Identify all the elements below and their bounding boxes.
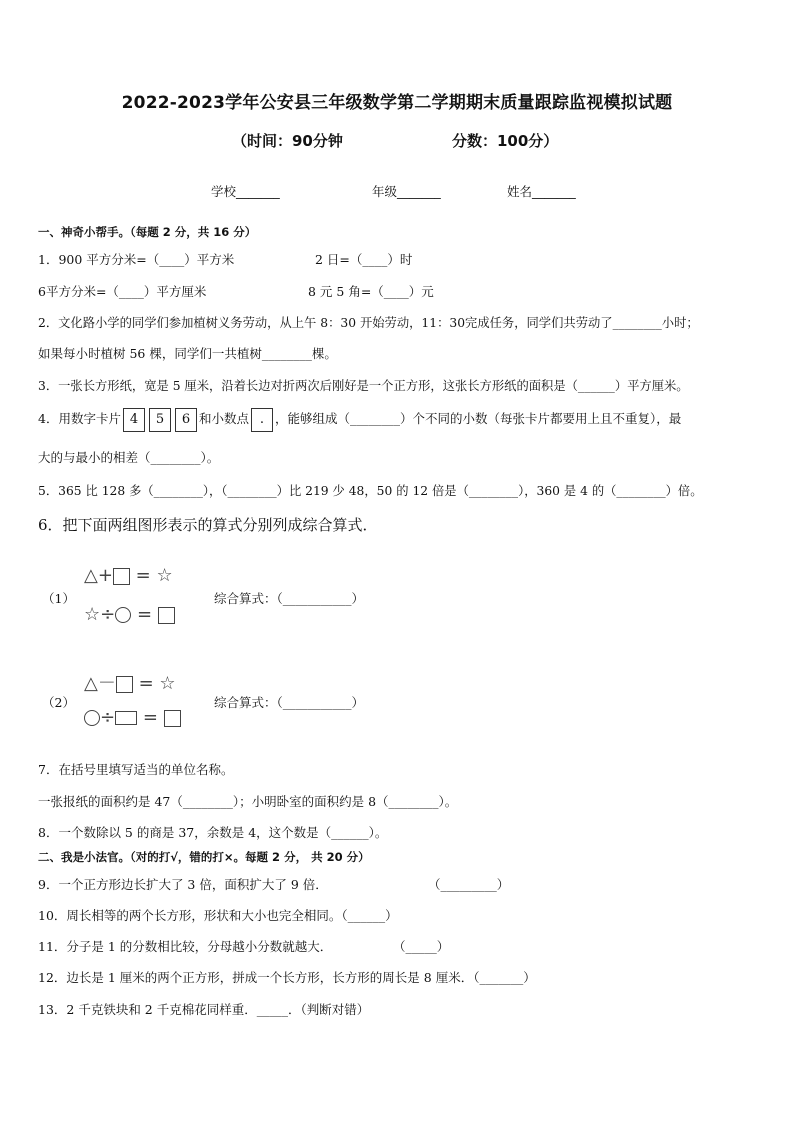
digit-card-6: 6 [175, 408, 197, 432]
circle-icon [115, 607, 131, 623]
digit-card-5: 5 [149, 408, 171, 432]
question-4-mid: 和小数点 [198, 411, 249, 426]
question-3: 3．一张长方形纸，宽是 5 厘米，沿着长边对折两次后刚好是一个正方形，这张长方形纸的面积是（______）平方厘米。 [38, 379, 689, 393]
q6-part1-formula: 综合算式：（___________） [214, 591, 365, 606]
question-2-line2: 如果每小时植树 56 棵，同学们一共植树________棵。 [38, 346, 337, 361]
question-12: 12．边长是 1 厘米的两个正方形，拼成一个长方形，长方形的周长是 8 厘米．（_______） [38, 970, 536, 985]
decimal-point-card: . [251, 408, 273, 432]
equals-sign: = [136, 604, 153, 625]
divide-sign: ÷ [100, 707, 116, 728]
square-icon [164, 710, 181, 727]
question-4-line2: 大的与最小的相差（________）。 [38, 450, 220, 465]
exam-score: 分数：100分） [452, 132, 559, 150]
school-field: 学校_______ [211, 184, 280, 199]
grade-field: 年级_______ [372, 184, 441, 199]
question-10: 10．周长相等的两个长方形，形状和大小也完全相同。（______） [38, 908, 398, 923]
square-icon [113, 568, 130, 585]
equals-sign: = [142, 707, 158, 728]
minus-sign: － [97, 673, 116, 694]
star-icon: ☆ [156, 565, 173, 586]
plus-sign: + [97, 565, 113, 586]
triangle-icon: △ [84, 673, 98, 694]
name-field: 姓名_______ [507, 184, 576, 199]
q6-part2-equation2 [84, 707, 181, 728]
section-2-heading: 二、我是小法官。（对的打√，错的打×。每题 2 分， 共 20 分） [38, 850, 370, 864]
question-4-suffix: ，能够组成（________）个不同的小数（每张卡片都要用上且不重复），最 [274, 411, 682, 426]
q6-part1-label: （1） [42, 591, 75, 606]
divide-sign: ÷ [100, 604, 116, 625]
question-11-answer: （_____） [393, 939, 450, 954]
question-1b: 2 日=（____）时 [315, 252, 413, 267]
question-11: 11．分子是 1 的分数相比较，分母越小分数就越大． [38, 939, 333, 954]
equals-sign: = [138, 673, 154, 694]
question-2-line1: 2．文化路小学的同学们参加植树义务劳动，从上午 8：30 开始劳动，11：30完成任务，同学们共劳动了________小时； [38, 316, 699, 330]
question-1a: 1．900 平方分米=（____）平方米 [38, 252, 235, 267]
circle-icon [84, 710, 100, 726]
q6-part1-equation2 [84, 604, 175, 625]
star-icon: ☆ [159, 673, 176, 694]
question-7-body: 一张报纸的面积约是 47（________）；小明卧室的面积约是 8（________）。 [38, 794, 458, 809]
square-icon [116, 676, 133, 693]
question-13: 13．2 千克铁块和 2 千克棉花同样重．_____．（判断对错） [38, 1002, 370, 1017]
section-1-heading: 一、神奇小帮手。（每题 2 分，共 16 分） [38, 225, 257, 239]
page-title: 2022-2023学年公安县三年级数学第二学期期末质量跟踪监视模拟试题 [121, 93, 673, 113]
question-6: 6．把下面两组图形表示的算式分别列成综合算式． [38, 516, 378, 534]
star-icon: ☆ [84, 604, 101, 625]
question-7: 7．在括号里填写适当的单位名称。 [38, 762, 234, 777]
triangle-icon: △ [84, 565, 98, 586]
question-5: 5．365 比 128 多（________），（________）比 219 少 48，50 的 12 倍是（________），360 是 4 的（________）倍。 [38, 484, 703, 498]
q6-part2-label: （2） [42, 695, 75, 710]
question-1c: 6平方分米=（____）平方厘米 [38, 284, 207, 299]
q6-part2-equation1 [84, 669, 176, 695]
q6-part2-formula: 综合算式：（___________） [214, 695, 365, 710]
exam-time: （时间：90分钟 [232, 132, 343, 150]
question-9-answer: （_________） [428, 877, 510, 892]
square-icon [158, 607, 175, 624]
equals-sign: = [135, 565, 151, 586]
question-8: 8．一个数除以 5 的商是 37，余数是 4，这个数是（______）。 [38, 825, 388, 840]
question-1d: 8 元 5 角=（____）元 [308, 284, 434, 299]
question-4-prefix: 4．用数字卡片 [38, 411, 121, 426]
question-9: 9．一个正方形边长扩大了 3 倍，面积扩大了 9 倍． [38, 877, 328, 892]
rectangle-icon [115, 711, 137, 725]
question-4-line1 [38, 407, 681, 432]
q6-part1-equation1 [84, 565, 173, 586]
digit-card-4: 4 [123, 408, 145, 432]
